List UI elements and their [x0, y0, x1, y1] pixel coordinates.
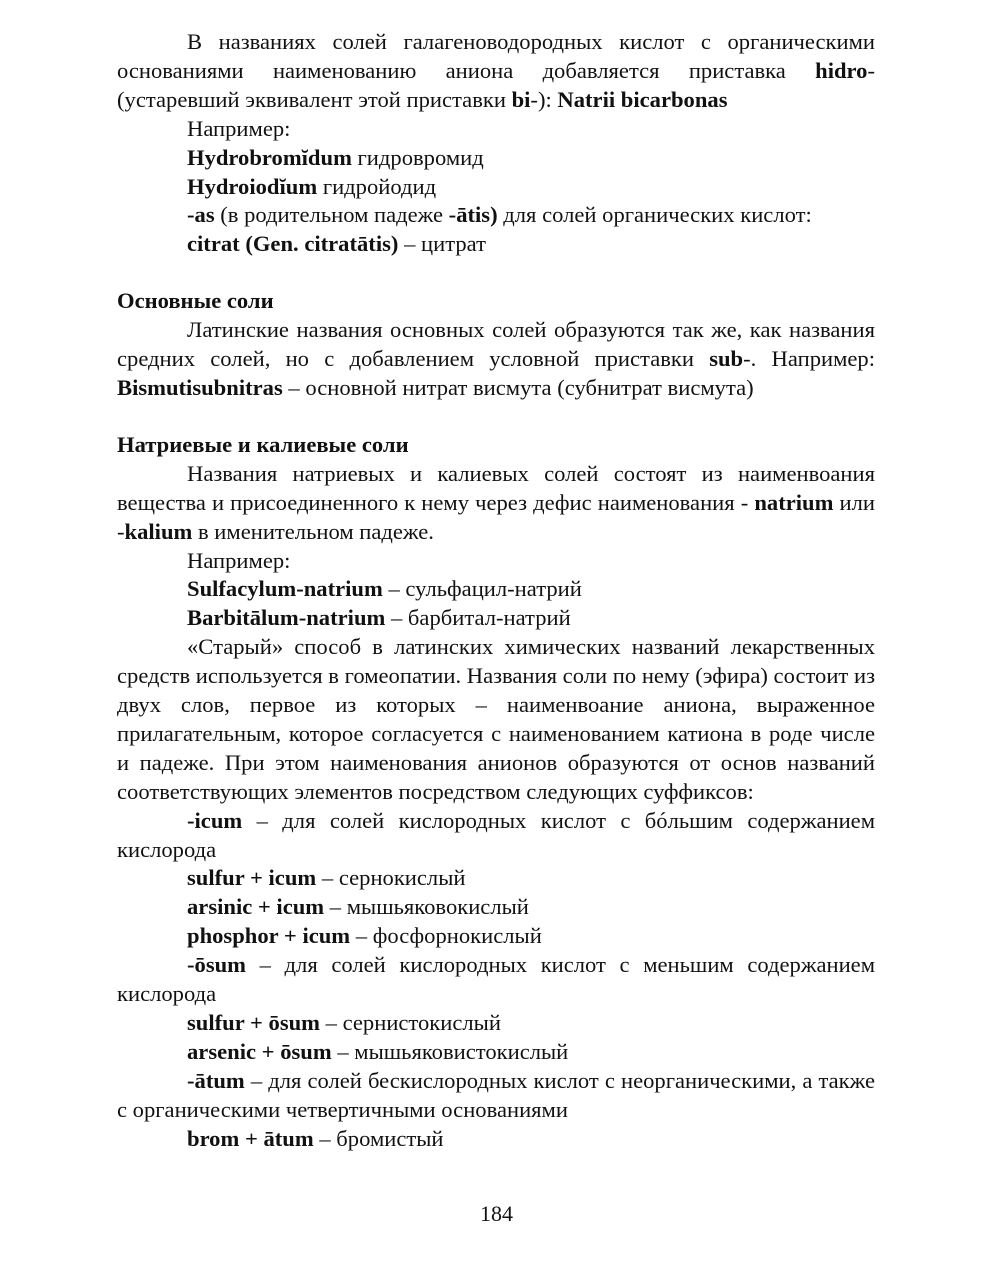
term: sulfur + ōsum [187, 1010, 320, 1035]
translation: гидройодид [317, 173, 437, 199]
example-line [117, 173, 875, 202]
term: sulfur + icum [187, 865, 317, 891]
section-heading: Основные соли [117, 288, 274, 314]
example-line [117, 575, 875, 604]
text-run: -): [530, 86, 558, 112]
term: Sulfacylum-natrium [187, 576, 383, 602]
text-run: Латинские названия основных солей образуются так же, как названия средних солей, но с добавлением условной приставки [117, 317, 875, 372]
section-gap [117, 259, 875, 287]
example-line [117, 144, 875, 173]
text-run: в именительном падеже. [192, 518, 434, 544]
translation: – сернистокислый [320, 1010, 501, 1035]
section-heading: Натриевые и калиевые соли [117, 431, 409, 457]
translation: – мышьяковокислый [324, 894, 529, 920]
text-run: - (устаревший эквивалент этой приставки [117, 57, 875, 112]
term: natrium [754, 489, 834, 515]
translation: – бромистый [313, 1125, 444, 1151]
term: Natrii bicarbonas [557, 86, 728, 112]
example-line [117, 864, 875, 893]
text-run: -. Например: [743, 346, 875, 372]
term: Barbitālum-natrium [187, 605, 386, 631]
paragraph [117, 316, 875, 403]
text-run: В названиях солей галагеноводородных кислот с органическими основаниями наименованию аниона добавляется приставка [117, 29, 875, 83]
term: citrat (Gen. citratātis) [187, 231, 399, 257]
term: kalium [124, 518, 193, 544]
suffix-rule [117, 1067, 875, 1125]
example-label: Например: [187, 547, 291, 573]
term: arsenic + ōsum [187, 1038, 332, 1064]
term: -ātum [187, 1067, 245, 1093]
example-line [117, 1038, 875, 1067]
example-line [117, 230, 875, 259]
term: Hydroiodĭum [187, 173, 318, 199]
term: brom + ātum [187, 1125, 314, 1151]
text-run: – основной нитрат висмута (субнитрат висмута) [282, 374, 754, 400]
example-line [117, 604, 875, 633]
term: hidro [815, 57, 868, 83]
term: -as [187, 202, 215, 228]
example-line [117, 922, 875, 951]
page-number: 184 [480, 1201, 513, 1226]
term: phosphor + icum [187, 923, 351, 949]
translation: – сернокислый [316, 865, 466, 891]
text-run: для солей органических кислот: [497, 202, 812, 228]
rule-line [117, 201, 875, 230]
translation: – цитрат [398, 231, 486, 257]
translation: – барбитал-натрий [385, 605, 571, 631]
suffix-rule [117, 807, 875, 865]
example-line [117, 893, 875, 922]
term: Hydrobromĭdum [187, 144, 352, 170]
text-run: – для солей бескислородных кислот с неорганическими, а также с органическими четвертичными основаниями [117, 1067, 875, 1122]
text-run: – для солей кислородных кислот с меньшим содержанием кислорода [117, 952, 875, 1007]
example-label: Например: [187, 115, 291, 141]
term: Bismutisubnitras [117, 374, 283, 400]
term: arsinic + icum [187, 894, 325, 920]
translation: – сульфацил-натрий [382, 576, 582, 602]
suffix-rule [117, 951, 875, 1009]
example-line [117, 1125, 875, 1154]
section-gap [117, 403, 875, 431]
translation: гидровромид [351, 144, 484, 170]
translation: – фосфорнокислый [350, 923, 542, 949]
term: bi [511, 86, 531, 112]
translation: – мышьяковистокислый [331, 1038, 569, 1064]
text-run: – для солей кислородных кислот с бóльшим содержанием кислорода [117, 807, 875, 862]
paragraph [117, 460, 875, 547]
term: -icum [187, 807, 243, 833]
text-run: Названия натриевых и калиевых солей состоят из наименвоания вещества и присоединенного к нему через дефис наименования - [117, 460, 875, 515]
intro-paragraph [117, 28, 875, 115]
term: -ātis) [448, 202, 498, 228]
text-run: (в родительном падеже [214, 202, 449, 228]
text-run: или - [117, 489, 875, 544]
term: sub [709, 346, 744, 372]
example-line [117, 1009, 875, 1038]
term: -ōsum [187, 952, 246, 978]
paragraph: «Старый» способ в латинских химических названий лекарственных средств используется в гомеопатии. Названия соли по нему (эфира) состоит из двух слов, первое из которых – наименвоание аниона, выраженное прилагательным, которое согласуется с наименованием катиона в роде числе и падеже. При этом наименования анионов образуются от основ названий соответствующих элементов посредством следующих суффиксов: [117, 634, 875, 804]
